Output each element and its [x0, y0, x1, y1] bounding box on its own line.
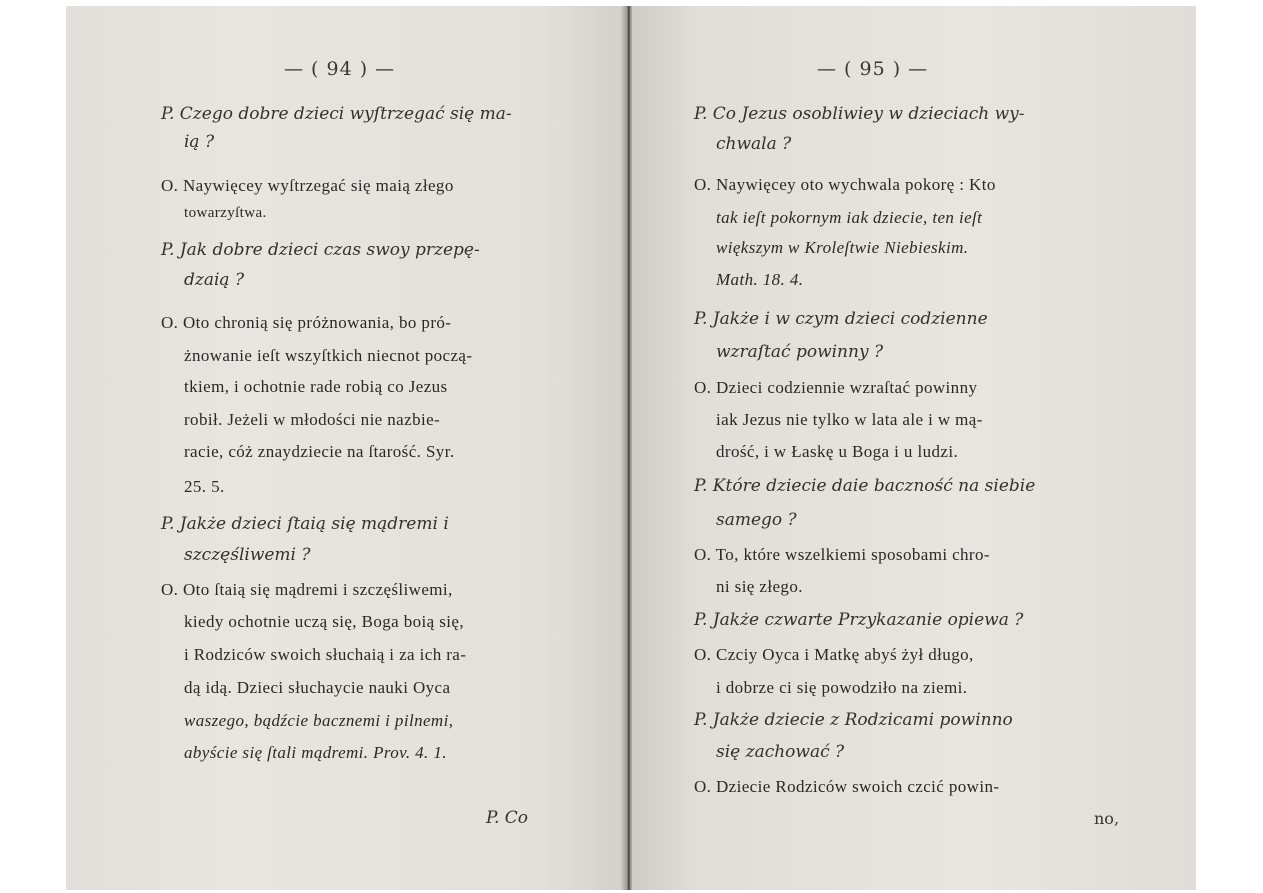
text-line: abyście się ſtali mądremi. Prov. 4. 1.	[184, 743, 447, 762]
question-line	[694, 311, 988, 328]
answer-line	[184, 744, 447, 761]
text-line: O. Oto chronią się próżnowania, bo pró-	[161, 313, 452, 332]
text-line: iak Jezus nie tylko w lata ale i w mą-	[716, 410, 983, 429]
text-line: 25. 5.	[184, 477, 225, 496]
answer-line	[184, 478, 225, 495]
text-line: się zachować ?	[716, 742, 845, 762]
text-line: dą idą. Dzieci słuchaycie nauki Oyca	[184, 678, 451, 697]
question-line	[716, 136, 791, 153]
text-line: P. Jak dobre dzieci czas swoy przepę-	[161, 240, 480, 260]
answer-line	[184, 347, 472, 364]
text-line: P. Jakże i w czym dzieci codzienne	[694, 309, 988, 329]
text-line: P. Jakże czwarte Przykazanie opiewa ?	[694, 610, 1024, 630]
text-line: racie, cóż znaydziecie na ſtarość. Syr.	[184, 442, 455, 461]
question-line	[184, 547, 311, 564]
text-line: P. Czego dobre dzieci wyſtrzegać się ma-	[161, 104, 512, 124]
text-line: waszego, bądźcie bacznemi i pilnemi,	[184, 711, 454, 730]
question-line	[161, 106, 566, 123]
text-line: towarzyſtwa.	[184, 205, 267, 221]
right-page	[632, 6, 1196, 890]
text-line: wzraſtać powinny ?	[716, 342, 884, 362]
text-line: ią ?	[184, 132, 215, 152]
answer-line	[716, 271, 803, 288]
question-line	[716, 344, 883, 361]
book-scan	[66, 6, 1196, 890]
text-line: większym w Kroleſtwie Niebieskim.	[716, 238, 969, 257]
answer-line	[184, 679, 450, 696]
answer-line	[161, 581, 453, 598]
text-line: O. Naywięcey oto wychwala pokorę : Kto	[694, 175, 996, 194]
text-line: kiedy ochotnie uczą się, Boga boią się,	[184, 612, 464, 631]
answer-line	[184, 378, 448, 395]
text-line: ni się złego.	[716, 577, 803, 596]
text-line: tak ieſt pokornym iak dziecie, ten ieſt	[716, 208, 983, 227]
answer-line	[184, 206, 267, 221]
text-line: O. Czciy Oyca i Matkę abyś żył długo,	[694, 645, 974, 664]
answer-line	[694, 176, 996, 193]
question-line	[694, 106, 1025, 123]
answer-line	[184, 443, 454, 460]
text-line: robił. Jeżeli w młodości nie nazbie-	[184, 410, 441, 429]
answer-line	[716, 578, 803, 595]
answer-line	[716, 209, 982, 226]
catchword: no,	[1094, 809, 1120, 828]
text-line: P. Jakże dzieci ſtaią się mądremi i	[161, 514, 449, 534]
text-line: O. Dzieci codziennie wzraſtać powinny	[694, 378, 978, 397]
answer-line	[184, 646, 466, 663]
catchword: P. Co	[486, 808, 529, 828]
page-number-94: — ( 94 ) —	[284, 58, 396, 80]
answer-line	[694, 379, 977, 396]
question-line	[184, 134, 214, 151]
question-line	[161, 516, 449, 533]
page-number-95: — ( 95 ) —	[817, 58, 929, 80]
text-line: dzaią ?	[184, 270, 245, 290]
answer-line	[161, 177, 454, 194]
left-page	[66, 6, 626, 890]
answer-line	[694, 546, 990, 563]
answer-line	[184, 411, 440, 428]
text-line: szczęśliwemi ?	[184, 545, 311, 565]
text-line: O. To, które wszelkiemi sposobami chro-	[694, 545, 990, 564]
text-line: i dobrze ci się powodziło na ziemi.	[716, 678, 968, 697]
answer-line	[184, 712, 453, 729]
text-line: O. Dziecie Rodziców swoich czcić powin-	[694, 777, 1000, 796]
question-line	[161, 242, 480, 259]
text-line: chwala ?	[716, 134, 792, 154]
answer-line	[716, 411, 983, 428]
answer-line	[694, 646, 974, 663]
text-line: tkiem, i ochotnie rade robią co Jezus	[184, 377, 448, 396]
text-line: Math. 18. 4.	[716, 270, 804, 289]
text-line: P. Co Jezus osobliwiey w dzieciach wy-	[694, 104, 1025, 124]
text-line: P. Jakże dziecie z Rodzicami powinno	[694, 710, 1013, 730]
answer-line	[716, 679, 967, 696]
answer-line	[184, 613, 464, 630]
text-line: żnowanie ieſt wszyſtkich niecnot począ-	[184, 346, 473, 365]
question-line	[694, 478, 1035, 495]
text-line: i Rodziców swoich słuchaią i za ich ra-	[184, 645, 467, 664]
answer-line	[161, 314, 451, 331]
answer-line	[716, 443, 958, 460]
question-line	[694, 612, 1023, 629]
answer-line	[694, 778, 999, 795]
question-line	[716, 512, 797, 529]
text-line: O. Naywięcey wyſtrzegać się maią złego	[161, 176, 454, 195]
text-line: samego ?	[716, 510, 797, 530]
question-line	[184, 272, 244, 289]
answer-line	[716, 239, 968, 256]
question-line	[716, 744, 844, 761]
text-line: O. Oto ſtaią się mądremi i szczęśliwemi,	[161, 580, 453, 599]
text-line: P. Które dziecie daie baczność na siebie	[694, 476, 1036, 496]
text-line: drość, i w Łaskę u Boga i u ludzi.	[716, 442, 959, 461]
question-line	[694, 712, 1013, 729]
